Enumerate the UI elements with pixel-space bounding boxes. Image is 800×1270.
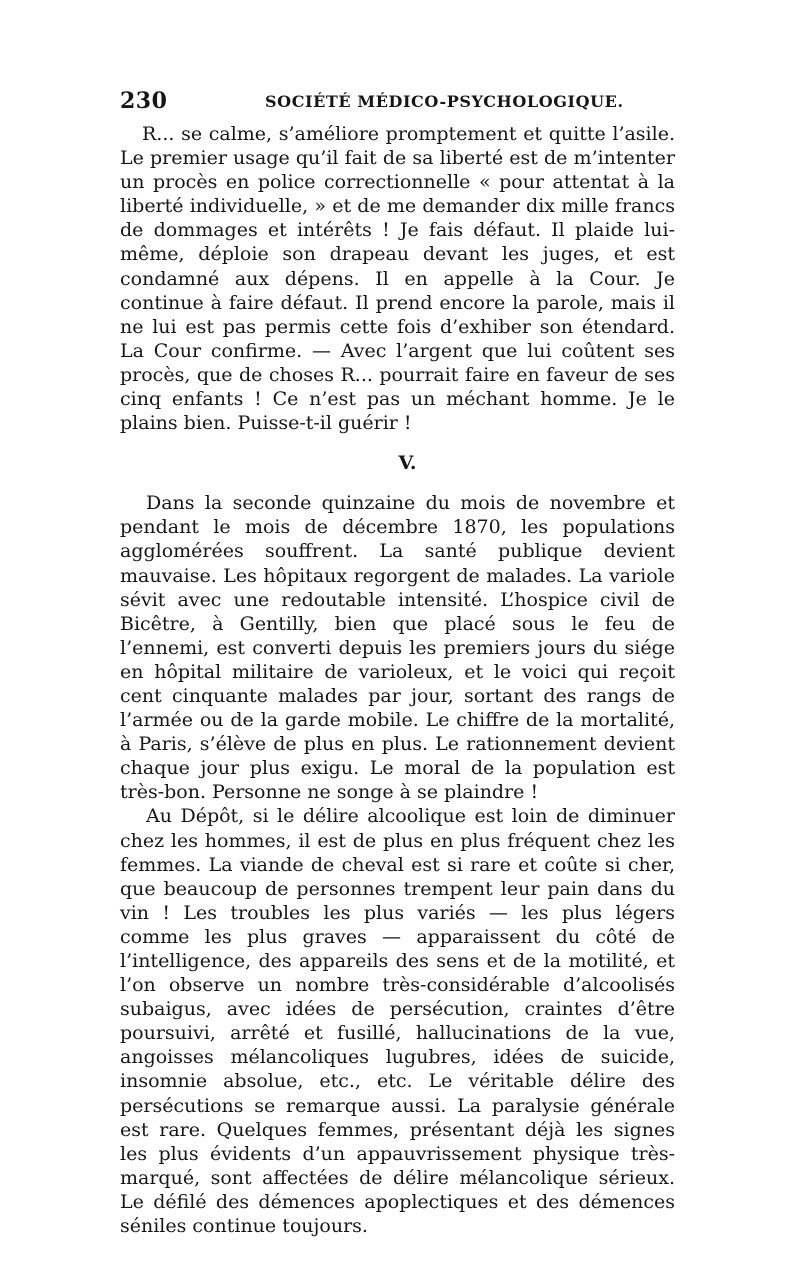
paragraph-epidemic: Dans la seconde quinzaine du mois de novembre et pendant le mois de décembre 1870, les populations agglomérées souffrent. La santé publique devient mauvaise. Les hôpitaux regorgent de malades. La variole sévit avec une redoutable intensité. L’hospice civil de Bicêtre, à Gentilly, bien que placé sous le feu de l’ennemi, est converti depuis les premiers jours du siége en hôpital militaire de varioleux, et le voici qui reçoit cent cinquante malades par jour, sortant des rangs de l’armée ou de la garde mobile. Le chiffre de la mortalité, à Paris, s’élève de plus en plus. Le rationnement devient chaque jour plus exigu. Le moral de la population est très-bon. Personne ne songe à se plaindre !	[120, 492, 675, 804]
section-heading: V.	[398, 452, 417, 475]
paragraph-depot: Au Dépôt, si le délire alcoolique est loin de diminuer chez les hommes, il est de plus en plus fréquent chez les femmes. La viande de cheval est si rare et coûte si cher, que beaucoup de personnes trempent leur pain dans du vin ! Les troubles les plus variés — les plus légers comme les plus graves — apparaissent du côté de l’intelligence, des appareils des sens et de la motilité, et l’on observe un nombre très-considérable d’alcoolisés subaigus, avec idées de persécution, craintes d’être poursuivi, arrêté et fusillé, hallucinations de la vue, angoisses mélancoliques lugubres, idées de suicide, insomnie absolue, etc., etc. Le véritable délire des persécutions se remarque aussi. La paralysie générale est rare. Quelques femmes, présentant déjà les signes les plus évidents d’un appauvrissement physique très-marqué, sont affectées de délire mélancolique sérieux. Le défilé des démences apoplectiques et des démences séniles continue toujours.	[120, 805, 675, 1238]
paragraph-r-case: R... se calme, s’améliore promptement et quitte l’asile. Le premier usage qu’il fait de sa liberté est de m’intenter un procès en police correctionnelle « pour attentat à la liberté individuelle, » et de me demander dix mille francs de dommages et intérêts ! Je fais défaut. Il plaide lui-même, déploie son drapeau devant les juges, et est condamné aux dépens. Il en appelle à la Cour. Je continue à faire défaut. Il prend encore la parole, mais il ne lui est pas permis cette fois d’exhiber son étendard. La Cour confirme. — Avec l’argent que lui coûtent ses procès, que de choses R... pourrait faire en faveur de ses cinq enfants ! Ce n’est pas un méchant homme. Je le plains bien. Puisse-t-il guérir !	[120, 123, 675, 435]
book-page	[120, 88, 675, 1238]
journal-title: SOCIÉTÉ MÉDICO-PSYCHOLOGIQUE.	[265, 92, 624, 111]
running-head	[120, 88, 675, 122]
page-number: 230	[120, 88, 168, 114]
